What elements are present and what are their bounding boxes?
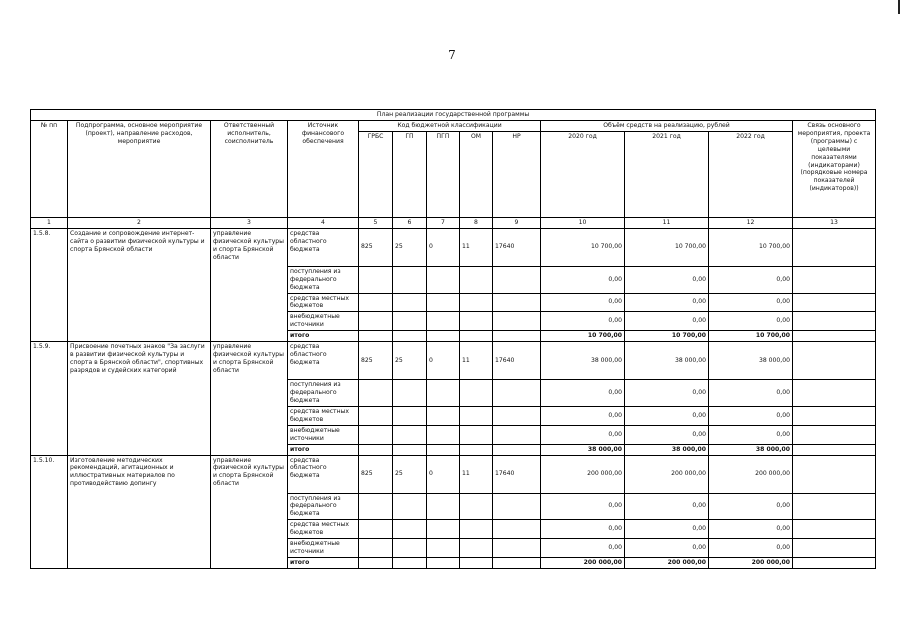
- source-label-offbudget: внебюджетные источники: [288, 425, 359, 444]
- code-om: 11: [460, 342, 493, 380]
- link-cell: [793, 380, 876, 407]
- column-number: 9: [493, 217, 541, 228]
- code-empty: [493, 380, 541, 407]
- source-label-federal-budget: поступления из федерального бюджета: [288, 380, 359, 407]
- code-empty: [427, 444, 460, 455]
- column-number: 3: [211, 217, 288, 228]
- amount-regional-budget-y1: 38 000,00: [625, 342, 709, 380]
- amount-regional-budget-y0: 200 000,00: [541, 455, 625, 493]
- amount-total-y0: 10 700,00: [541, 331, 625, 342]
- code-empty: [359, 312, 393, 331]
- scan-edge-mark: [898, 0, 900, 14]
- code-empty: [460, 331, 493, 342]
- code-empty: [493, 557, 541, 568]
- link-cell: [793, 293, 876, 312]
- code-empty: [393, 425, 427, 444]
- header-responsible: Ответственный исполнитель, соисполнитель: [211, 120, 288, 217]
- amount-local-budget-y2: 0,00: [709, 293, 793, 312]
- source-label-total: итого: [288, 557, 359, 568]
- link-cell: [793, 520, 876, 539]
- code-empty: [493, 425, 541, 444]
- code-np: 17640: [493, 455, 541, 493]
- code-empty: [359, 493, 393, 520]
- amount-offbudget-y1: 0,00: [625, 425, 709, 444]
- measure-number: 1.5.9.: [31, 342, 68, 455]
- source-label-local-budget: средства местных бюджетов: [288, 293, 359, 312]
- program-plan-table: [30, 109, 876, 569]
- column-number: 6: [393, 217, 427, 228]
- link-cell: [793, 425, 876, 444]
- code-empty: [427, 312, 460, 331]
- header-num: № пп: [31, 120, 68, 217]
- code-empty: [460, 266, 493, 293]
- source-label-local-budget: средства местных бюджетов: [288, 520, 359, 539]
- amount-total-y0: 38 000,00: [541, 444, 625, 455]
- source-label-federal-budget: поступления из федерального бюджета: [288, 266, 359, 293]
- header-pgp: ПГП: [427, 131, 460, 217]
- source-label-total: итого: [288, 331, 359, 342]
- code-empty: [427, 266, 460, 293]
- code-pgp: 0: [427, 342, 460, 380]
- code-empty: [493, 312, 541, 331]
- link-cell: [793, 557, 876, 568]
- source-label-regional-budget: средства областного бюджета: [288, 455, 359, 493]
- measure-responsible: управление физической культуры и спорта Брянской области: [211, 342, 288, 455]
- code-gp: 25: [393, 455, 427, 493]
- code-om: 11: [460, 455, 493, 493]
- amount-total-y1: 38 000,00: [625, 444, 709, 455]
- link-cell: [793, 331, 876, 342]
- code-empty: [493, 266, 541, 293]
- header-grbs: ГРБС: [359, 131, 393, 217]
- header-gp: ГП: [393, 131, 427, 217]
- page-number: 7: [448, 48, 456, 62]
- code-empty: [359, 293, 393, 312]
- source-label-local-budget: средства местных бюджетов: [288, 406, 359, 425]
- code-empty: [427, 380, 460, 407]
- link-cell: [793, 455, 876, 493]
- amount-federal-budget-y1: 0,00: [625, 266, 709, 293]
- code-empty: [460, 493, 493, 520]
- column-numbers-row: [31, 217, 876, 228]
- code-empty: [359, 406, 393, 425]
- code-empty: [460, 293, 493, 312]
- column-number: 11: [625, 217, 709, 228]
- code-empty: [427, 539, 460, 558]
- code-empty: [493, 520, 541, 539]
- column-number: 2: [68, 217, 211, 228]
- code-empty: [393, 406, 427, 425]
- code-empty: [460, 380, 493, 407]
- code-om: 11: [460, 228, 493, 266]
- code-empty: [359, 539, 393, 558]
- header-np: НР: [493, 131, 541, 217]
- amount-federal-budget-y1: 0,00: [625, 493, 709, 520]
- amount-local-budget-y1: 0,00: [625, 520, 709, 539]
- amount-federal-budget-y0: 0,00: [541, 380, 625, 407]
- header-2020: 2020 год: [541, 131, 625, 217]
- code-empty: [493, 331, 541, 342]
- amount-local-budget-y0: 0,00: [541, 293, 625, 312]
- link-cell: [793, 312, 876, 331]
- link-cell: [793, 266, 876, 293]
- code-empty: [393, 293, 427, 312]
- code-empty: [359, 425, 393, 444]
- code-grbs: 825: [359, 342, 393, 380]
- amount-federal-budget-y2: 0,00: [709, 380, 793, 407]
- code-empty: [460, 312, 493, 331]
- header-2021: 2021 год: [625, 131, 709, 217]
- code-empty: [493, 444, 541, 455]
- source-label-regional-budget: средства областного бюджета: [288, 228, 359, 266]
- amount-regional-budget-y1: 200 000,00: [625, 455, 709, 493]
- amount-local-budget-y0: 0,00: [541, 520, 625, 539]
- code-empty: [393, 312, 427, 331]
- code-empty: [427, 406, 460, 425]
- code-empty: [359, 266, 393, 293]
- code-empty: [460, 557, 493, 568]
- amount-federal-budget-y0: 0,00: [541, 266, 625, 293]
- amount-offbudget-y1: 0,00: [625, 312, 709, 331]
- measure-name: Изготовление методических рекомендаций, агитационных и иллюстративных материалов по противодействию допингу: [68, 455, 211, 568]
- link-cell: [793, 406, 876, 425]
- column-number: 13: [793, 217, 876, 228]
- measure-name: Создание и сопровождение интернет-сайта о развитии физической культуры и спорта Брянской области: [68, 228, 211, 341]
- table-row: [31, 455, 876, 493]
- header-volume-group: Объём средств на реализацию, рублей: [541, 120, 793, 131]
- code-empty: [460, 425, 493, 444]
- code-empty: [393, 520, 427, 539]
- code-empty: [359, 557, 393, 568]
- code-empty: [493, 539, 541, 558]
- table-row: [31, 228, 876, 266]
- source-label-offbudget: внебюджетные источники: [288, 539, 359, 558]
- column-number: 12: [709, 217, 793, 228]
- column-number: 8: [460, 217, 493, 228]
- code-empty: [393, 380, 427, 407]
- code-empty: [427, 425, 460, 444]
- amount-regional-budget-y1: 10 700,00: [625, 228, 709, 266]
- amount-total-y2: 200 000,00: [709, 557, 793, 568]
- amount-offbudget-y1: 0,00: [625, 539, 709, 558]
- header-2022: 2022 год: [709, 131, 793, 217]
- header-subprogram: Подпрограмма, основное мероприятие (проект), направление расходов, мероприятие: [68, 120, 211, 217]
- measure-number: 1.5.10.: [31, 455, 68, 568]
- table-title: План реализации государственной программы: [31, 110, 876, 121]
- code-empty: [393, 493, 427, 520]
- code-empty: [359, 331, 393, 342]
- measure-responsible: управление физической культуры и спорта Брянской области: [211, 228, 288, 341]
- source-label-total: итого: [288, 444, 359, 455]
- measure-number: 1.5.8.: [31, 228, 68, 341]
- code-empty: [427, 520, 460, 539]
- amount-offbudget-y2: 0,00: [709, 312, 793, 331]
- code-grbs: 825: [359, 455, 393, 493]
- amount-federal-budget-y2: 0,00: [709, 493, 793, 520]
- amount-regional-budget-y2: 200 000,00: [709, 455, 793, 493]
- header-om: ОМ: [460, 131, 493, 217]
- code-empty: [493, 493, 541, 520]
- amount-federal-budget-y1: 0,00: [625, 380, 709, 407]
- amount-local-budget-y1: 0,00: [625, 293, 709, 312]
- link-cell: [793, 342, 876, 380]
- amount-offbudget-y2: 0,00: [709, 539, 793, 558]
- header-bk-group: Код бюджетной классификации: [359, 120, 541, 131]
- source-label-offbudget: внебюджетные источники: [288, 312, 359, 331]
- code-empty: [427, 557, 460, 568]
- amount-offbudget-y2: 0,00: [709, 425, 793, 444]
- code-empty: [460, 444, 493, 455]
- code-empty: [460, 520, 493, 539]
- amount-regional-budget-y2: 38 000,00: [709, 342, 793, 380]
- code-np: 17640: [493, 342, 541, 380]
- code-empty: [393, 331, 427, 342]
- code-empty: [393, 557, 427, 568]
- amount-local-budget-y1: 0,00: [625, 406, 709, 425]
- amount-offbudget-y0: 0,00: [541, 425, 625, 444]
- code-empty: [460, 539, 493, 558]
- column-number: 1: [31, 217, 68, 228]
- source-label-federal-budget: поступления из федерального бюджета: [288, 493, 359, 520]
- code-empty: [427, 331, 460, 342]
- link-cell: [793, 539, 876, 558]
- column-number: 4: [288, 217, 359, 228]
- column-number: 10: [541, 217, 625, 228]
- code-gp: 25: [393, 342, 427, 380]
- amount-federal-budget-y0: 0,00: [541, 493, 625, 520]
- amount-offbudget-y0: 0,00: [541, 312, 625, 331]
- code-pgp: 0: [427, 455, 460, 493]
- code-grbs: 825: [359, 228, 393, 266]
- code-gp: 25: [393, 228, 427, 266]
- amount-local-budget-y2: 0,00: [709, 520, 793, 539]
- column-number: 5: [359, 217, 393, 228]
- amount-total-y0: 200 000,00: [541, 557, 625, 568]
- measure-name: Присвоение почетных знаков "За заслуги в развитии физической культуры и спорта в Брянской области", спортивных разрядов и судейских категорий: [68, 342, 211, 455]
- code-empty: [393, 266, 427, 293]
- code-empty: [359, 520, 393, 539]
- code-empty: [359, 444, 393, 455]
- code-empty: [427, 493, 460, 520]
- column-number: 7: [427, 217, 460, 228]
- source-label-regional-budget: средства областного бюджета: [288, 342, 359, 380]
- code-pgp: 0: [427, 228, 460, 266]
- amount-regional-budget-y0: 38 000,00: [541, 342, 625, 380]
- code-empty: [493, 406, 541, 425]
- amount-offbudget-y0: 0,00: [541, 539, 625, 558]
- code-empty: [393, 444, 427, 455]
- amount-total-y1: 10 700,00: [625, 331, 709, 342]
- link-cell: [793, 228, 876, 266]
- amount-regional-budget-y0: 10 700,00: [541, 228, 625, 266]
- amount-total-y2: 10 700,00: [709, 331, 793, 342]
- header-link: Связь основного мероприятия, проекта (программы) с целевыми показателями (индикаторами) (порядковые номера показателей (индикаторов)): [793, 120, 876, 217]
- code-empty: [393, 539, 427, 558]
- amount-regional-budget-y2: 10 700,00: [709, 228, 793, 266]
- link-cell: [793, 444, 876, 455]
- amount-total-y2: 38 000,00: [709, 444, 793, 455]
- code-np: 17640: [493, 228, 541, 266]
- amount-local-budget-y2: 0,00: [709, 406, 793, 425]
- code-empty: [460, 406, 493, 425]
- code-empty: [359, 380, 393, 407]
- amount-local-budget-y0: 0,00: [541, 406, 625, 425]
- measure-responsible: управление физической культуры и спорта Брянской области: [211, 455, 288, 568]
- table-row: [31, 342, 876, 380]
- amount-federal-budget-y2: 0,00: [709, 266, 793, 293]
- link-cell: [793, 493, 876, 520]
- code-empty: [493, 293, 541, 312]
- header-source: Источник финансового обеспечения: [288, 120, 359, 217]
- code-empty: [427, 293, 460, 312]
- amount-total-y1: 200 000,00: [625, 557, 709, 568]
